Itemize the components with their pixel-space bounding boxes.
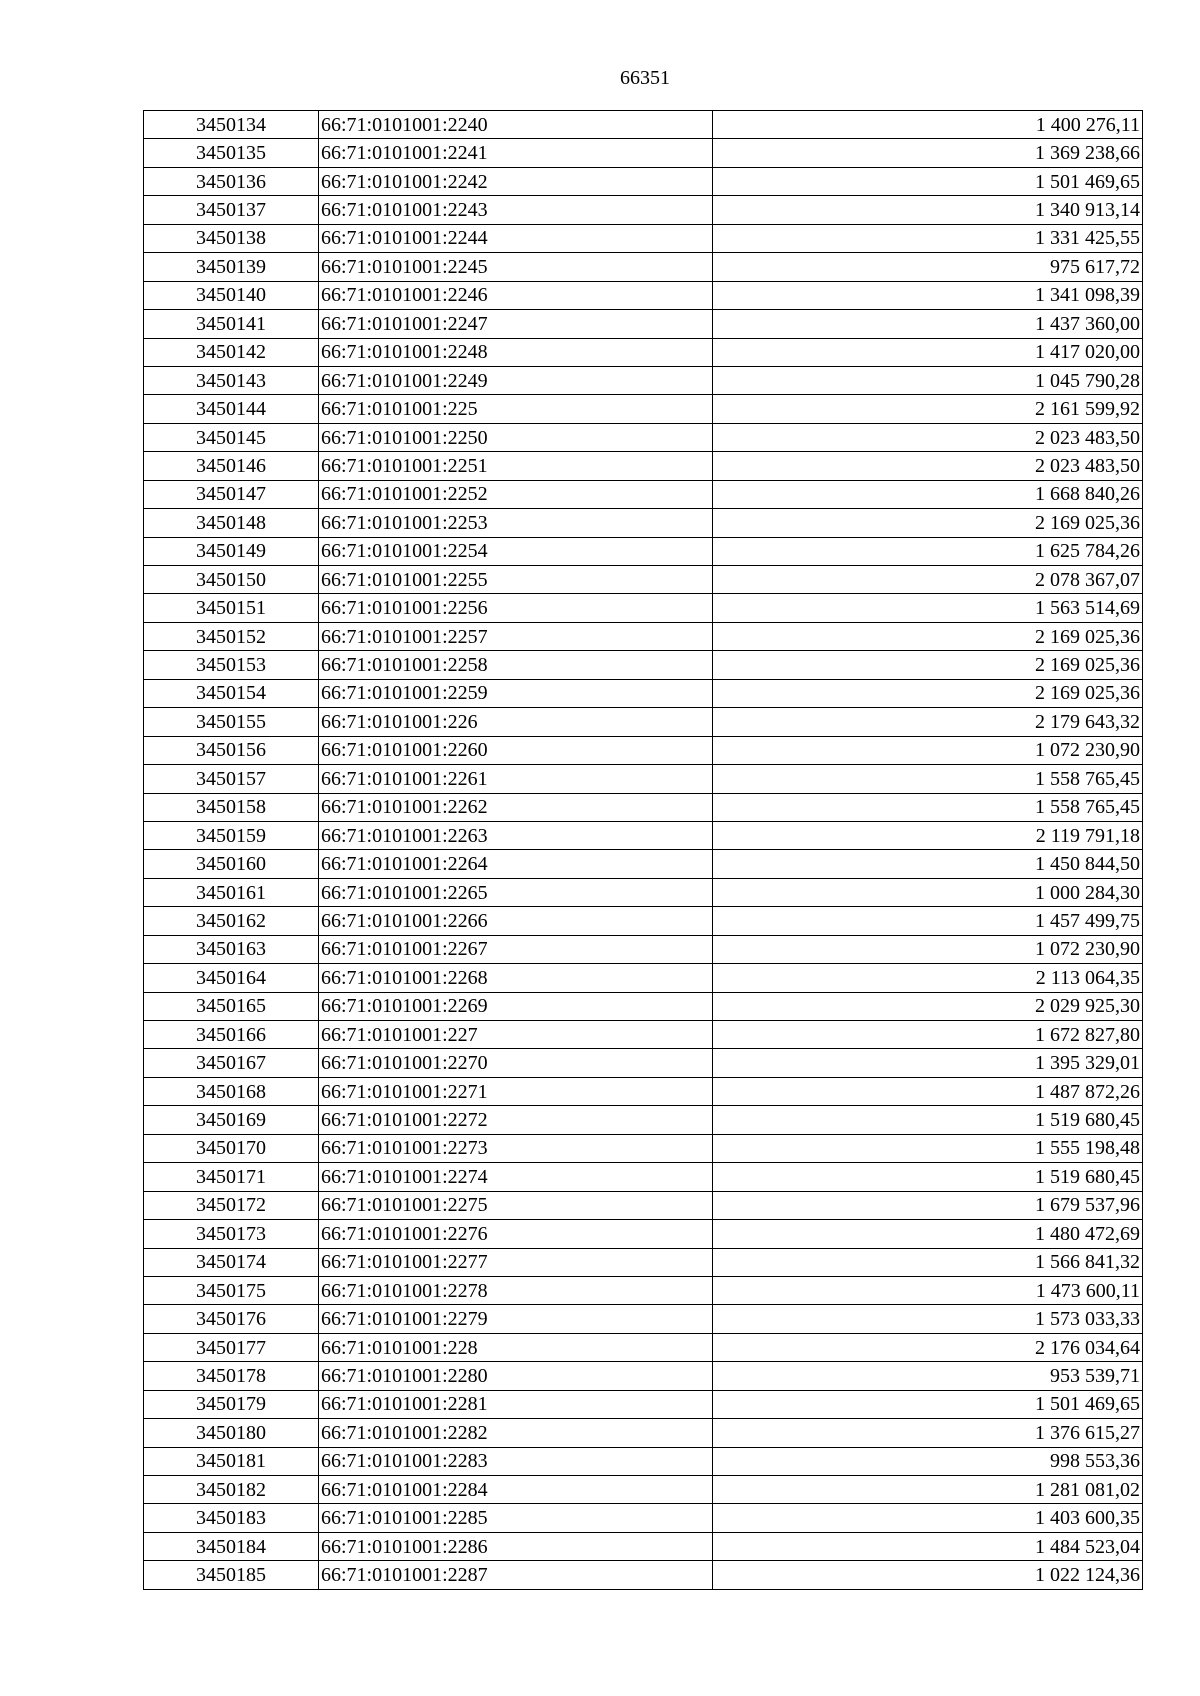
table-row	[144, 1248, 1143, 1276]
table-row	[144, 423, 1143, 451]
cadastral-number-cell: 66:71:0101001:2241	[319, 139, 713, 167]
object-code-cell: 3450159	[144, 821, 319, 849]
object-code-cell: 3450162	[144, 907, 319, 935]
object-code-cell: 3450142	[144, 338, 319, 366]
cadastral-number-cell: 66:71:0101001:2285	[319, 1504, 713, 1532]
cadastral-value-cell: 1 331 425,55	[713, 224, 1143, 252]
object-code-cell: 3450151	[144, 594, 319, 622]
cadastral-number-cell: 66:71:0101001:2249	[319, 366, 713, 394]
cadastral-value-cell: 998 553,36	[713, 1447, 1143, 1475]
object-code-cell: 3450148	[144, 509, 319, 537]
cadastral-number-cell: 66:71:0101001:2267	[319, 935, 713, 963]
cadastral-number-cell: 66:71:0101001:2263	[319, 821, 713, 849]
object-code-cell: 3450147	[144, 480, 319, 508]
table-row	[144, 1476, 1143, 1504]
cadastral-value-cell: 1 573 033,33	[713, 1305, 1143, 1333]
cadastral-number-cell: 66:71:0101001:2254	[319, 537, 713, 565]
table-row	[144, 935, 1143, 963]
cadastral-value-cell: 1 369 238,66	[713, 139, 1143, 167]
cadastral-number-cell: 66:71:0101001:2272	[319, 1106, 713, 1134]
object-code-cell: 3450179	[144, 1390, 319, 1418]
table-row	[144, 1163, 1143, 1191]
cadastral-number-cell: 66:71:0101001:225	[319, 395, 713, 423]
cadastral-value-cell: 2 161 599,92	[713, 395, 1143, 423]
cadastral-value-cell: 2 023 483,50	[713, 423, 1143, 451]
page-number: 66351	[620, 67, 670, 89]
cadastral-number-cell: 66:71:0101001:228	[319, 1333, 713, 1361]
cadastral-number-cell: 66:71:0101001:2248	[319, 338, 713, 366]
object-code-cell: 3450161	[144, 878, 319, 906]
cadastral-value-table	[143, 110, 1143, 1590]
object-code-cell: 3450152	[144, 622, 319, 650]
cadastral-value-cell: 1 473 600,11	[713, 1276, 1143, 1304]
object-code-cell: 3450178	[144, 1362, 319, 1390]
cadastral-number-cell: 66:71:0101001:2279	[319, 1305, 713, 1333]
cadastral-value-cell: 1 487 872,26	[713, 1077, 1143, 1105]
cadastral-value-cell: 1 403 600,35	[713, 1504, 1143, 1532]
cadastral-number-cell: 66:71:0101001:2245	[319, 253, 713, 281]
cadastral-number-cell: 66:71:0101001:2270	[319, 1049, 713, 1077]
cadastral-number-cell: 66:71:0101001:2276	[319, 1220, 713, 1248]
object-code-cell: 3450141	[144, 310, 319, 338]
table-row	[144, 878, 1143, 906]
cadastral-value-cell: 1 519 680,45	[713, 1106, 1143, 1134]
object-code-cell: 3450183	[144, 1504, 319, 1532]
object-code-cell: 3450185	[144, 1561, 319, 1589]
cadastral-value-cell: 2 179 643,32	[713, 708, 1143, 736]
object-code-cell: 3450180	[144, 1419, 319, 1447]
cadastral-value-cell: 1 000 284,30	[713, 878, 1143, 906]
cadastral-value-cell: 1 400 276,11	[713, 111, 1143, 139]
table-row	[144, 736, 1143, 764]
object-code-cell: 3450169	[144, 1106, 319, 1134]
table-row	[144, 480, 1143, 508]
object-code-cell: 3450156	[144, 736, 319, 764]
cadastral-value-cell: 2 113 064,35	[713, 964, 1143, 992]
cadastral-value-cell: 1 072 230,90	[713, 935, 1143, 963]
cadastral-number-cell: 66:71:0101001:2261	[319, 765, 713, 793]
object-code-cell: 3450154	[144, 679, 319, 707]
cadastral-number-cell: 66:71:0101001:2266	[319, 907, 713, 935]
object-code-cell: 3450140	[144, 281, 319, 309]
object-code-cell: 3450135	[144, 139, 319, 167]
cadastral-value-cell: 1 558 765,45	[713, 793, 1143, 821]
cadastral-number-cell: 66:71:0101001:2247	[319, 310, 713, 338]
cadastral-number-cell: 66:71:0101001:2255	[319, 566, 713, 594]
table-row	[144, 509, 1143, 537]
cadastral-value-cell: 1 625 784,26	[713, 537, 1143, 565]
cadastral-number-cell: 66:71:0101001:2280	[319, 1362, 713, 1390]
object-code-cell: 3450172	[144, 1191, 319, 1219]
cadastral-number-cell: 66:71:0101001:2259	[319, 679, 713, 707]
table-row	[144, 111, 1143, 139]
cadastral-value-cell: 1 484 523,04	[713, 1532, 1143, 1560]
cadastral-number-cell: 66:71:0101001:2244	[319, 224, 713, 252]
cadastral-number-cell: 66:71:0101001:2252	[319, 480, 713, 508]
table-row	[144, 1276, 1143, 1304]
cadastral-number-cell: 66:71:0101001:2286	[319, 1532, 713, 1560]
table-row	[144, 196, 1143, 224]
object-code-cell: 3450176	[144, 1305, 319, 1333]
table-row	[144, 139, 1143, 167]
object-code-cell: 3450165	[144, 992, 319, 1020]
cadastral-value-cell: 1 501 469,65	[713, 1390, 1143, 1418]
cadastral-value-cell: 1 563 514,69	[713, 594, 1143, 622]
cadastral-value-cell: 1 395 329,01	[713, 1049, 1143, 1077]
cadastral-value-cell: 953 539,71	[713, 1362, 1143, 1390]
object-code-cell: 3450143	[144, 366, 319, 394]
table-row	[144, 992, 1143, 1020]
object-code-cell: 3450149	[144, 537, 319, 565]
object-code-cell: 3450171	[144, 1163, 319, 1191]
table-row	[144, 395, 1143, 423]
table-row	[144, 281, 1143, 309]
table-row	[144, 1362, 1143, 1390]
table-row	[144, 850, 1143, 878]
table-row	[144, 622, 1143, 650]
table-row	[144, 1021, 1143, 1049]
cadastral-value-cell: 2 119 791,18	[713, 821, 1143, 849]
object-code-cell: 3450158	[144, 793, 319, 821]
cadastral-value-cell: 2 169 025,36	[713, 509, 1143, 537]
cadastral-value-cell: 1 555 198,48	[713, 1134, 1143, 1162]
object-code-cell: 3450155	[144, 708, 319, 736]
cadastral-value-cell: 2 176 034,64	[713, 1333, 1143, 1361]
table-row	[144, 907, 1143, 935]
object-code-cell: 3450175	[144, 1276, 319, 1304]
cadastral-value-cell: 1 450 844,50	[713, 850, 1143, 878]
object-code-cell: 3450182	[144, 1476, 319, 1504]
cadastral-number-cell: 66:71:0101001:2253	[319, 509, 713, 537]
cadastral-number-cell: 66:71:0101001:2258	[319, 651, 713, 679]
cadastral-value-cell: 2 169 025,36	[713, 651, 1143, 679]
object-code-cell: 3450145	[144, 423, 319, 451]
table-row	[144, 566, 1143, 594]
cadastral-number-cell: 66:71:0101001:2240	[319, 111, 713, 139]
object-code-cell: 3450166	[144, 1021, 319, 1049]
table-row	[144, 1390, 1143, 1418]
cadastral-value-cell: 1 519 680,45	[713, 1163, 1143, 1191]
cadastral-value-cell: 2 023 483,50	[713, 452, 1143, 480]
cadastral-value-cell: 2 169 025,36	[713, 622, 1143, 650]
cadastral-number-cell: 66:71:0101001:227	[319, 1021, 713, 1049]
table-row	[144, 338, 1143, 366]
cadastral-number-cell: 66:71:0101001:2264	[319, 850, 713, 878]
cadastral-number-cell: 66:71:0101001:2251	[319, 452, 713, 480]
table-row	[144, 537, 1143, 565]
table-row	[144, 1220, 1143, 1248]
table-row	[144, 1333, 1143, 1361]
object-code-cell: 3450139	[144, 253, 319, 281]
table-row	[144, 366, 1143, 394]
cadastral-value-cell: 1 668 840,26	[713, 480, 1143, 508]
table-row	[144, 1106, 1143, 1134]
object-code-cell: 3450144	[144, 395, 319, 423]
object-code-cell: 3450153	[144, 651, 319, 679]
object-code-cell: 3450167	[144, 1049, 319, 1077]
table-row	[144, 765, 1143, 793]
cadastral-value-cell: 1 501 469,65	[713, 167, 1143, 195]
cadastral-number-cell: 66:71:0101001:2269	[319, 992, 713, 1020]
cadastral-number-cell: 66:71:0101001:2274	[319, 1163, 713, 1191]
object-code-cell: 3450160	[144, 850, 319, 878]
table-row	[144, 821, 1143, 849]
table-row	[144, 1049, 1143, 1077]
table-row	[144, 708, 1143, 736]
cadastral-number-cell: 66:71:0101001:2257	[319, 622, 713, 650]
table-row	[144, 594, 1143, 622]
table-body	[144, 111, 1143, 1590]
cadastral-value-cell: 1 281 081,02	[713, 1476, 1143, 1504]
cadastral-number-cell: 66:71:0101001:2268	[319, 964, 713, 992]
table-row	[144, 253, 1143, 281]
table-row	[144, 679, 1143, 707]
cadastral-value-cell: 1 437 360,00	[713, 310, 1143, 338]
table-row	[144, 452, 1143, 480]
cadastral-value-cell: 1 340 913,14	[713, 196, 1143, 224]
cadastral-number-cell: 66:71:0101001:2278	[319, 1276, 713, 1304]
object-code-cell: 3450173	[144, 1220, 319, 1248]
table-row	[144, 1077, 1143, 1105]
cadastral-number-cell: 66:71:0101001:2281	[319, 1390, 713, 1418]
object-code-cell: 3450181	[144, 1447, 319, 1475]
cadastral-number-cell: 66:71:0101001:2242	[319, 167, 713, 195]
cadastral-value-cell: 1 072 230,90	[713, 736, 1143, 764]
table-row	[144, 1305, 1143, 1333]
object-code-cell: 3450146	[144, 452, 319, 480]
cadastral-value-cell: 1 045 790,28	[713, 366, 1143, 394]
table-row	[144, 1134, 1143, 1162]
cadastral-number-cell: 66:71:0101001:2262	[319, 793, 713, 821]
cadastral-number-cell: 66:71:0101001:226	[319, 708, 713, 736]
cadastral-number-cell: 66:71:0101001:2246	[319, 281, 713, 309]
cadastral-number-cell: 66:71:0101001:2287	[319, 1561, 713, 1589]
cadastral-value-cell: 1 566 841,32	[713, 1248, 1143, 1276]
table-row	[144, 224, 1143, 252]
cadastral-value-cell: 1 376 615,27	[713, 1419, 1143, 1447]
cadastral-number-cell: 66:71:0101001:2277	[319, 1248, 713, 1276]
cadastral-number-cell: 66:71:0101001:2282	[319, 1419, 713, 1447]
cadastral-value-cell: 2 078 367,07	[713, 566, 1143, 594]
cadastral-number-cell: 66:71:0101001:2284	[319, 1476, 713, 1504]
cadastral-value-cell: 1 480 472,69	[713, 1220, 1143, 1248]
object-code-cell: 3450164	[144, 964, 319, 992]
table-row	[144, 1191, 1143, 1219]
object-code-cell: 3450163	[144, 935, 319, 963]
cadastral-value-cell: 1 672 827,80	[713, 1021, 1143, 1049]
cadastral-number-cell: 66:71:0101001:2283	[319, 1447, 713, 1475]
object-code-cell: 3450134	[144, 111, 319, 139]
cadastral-value-cell: 975 617,72	[713, 253, 1143, 281]
table-row	[144, 1532, 1143, 1560]
object-code-cell: 3450170	[144, 1134, 319, 1162]
object-code-cell: 3450157	[144, 765, 319, 793]
cadastral-number-cell: 66:71:0101001:2265	[319, 878, 713, 906]
cadastral-value-cell: 2 029 925,30	[713, 992, 1143, 1020]
object-code-cell: 3450137	[144, 196, 319, 224]
table-row	[144, 1504, 1143, 1532]
table-row	[144, 964, 1143, 992]
table-row	[144, 651, 1143, 679]
object-code-cell: 3450177	[144, 1333, 319, 1361]
cadastral-number-cell: 66:71:0101001:2271	[319, 1077, 713, 1105]
cadastral-number-cell: 66:71:0101001:2273	[319, 1134, 713, 1162]
table-row	[144, 1447, 1143, 1475]
cadastral-value-cell: 1 558 765,45	[713, 765, 1143, 793]
table-row	[144, 310, 1143, 338]
cadastral-number-cell: 66:71:0101001:2250	[319, 423, 713, 451]
cadastral-number-cell: 66:71:0101001:2256	[319, 594, 713, 622]
cadastral-number-cell: 66:71:0101001:2243	[319, 196, 713, 224]
table-row	[144, 167, 1143, 195]
cadastral-value-cell: 1 679 537,96	[713, 1191, 1143, 1219]
object-code-cell: 3450136	[144, 167, 319, 195]
object-code-cell: 3450174	[144, 1248, 319, 1276]
cadastral-value-cell: 2 169 025,36	[713, 679, 1143, 707]
table-row	[144, 793, 1143, 821]
object-code-cell: 3450150	[144, 566, 319, 594]
object-code-cell: 3450138	[144, 224, 319, 252]
cadastral-value-cell: 1 457 499,75	[713, 907, 1143, 935]
table-row	[144, 1419, 1143, 1447]
object-code-cell: 3450184	[144, 1532, 319, 1560]
cadastral-value-cell: 1 341 098,39	[713, 281, 1143, 309]
cadastral-number-cell: 66:71:0101001:2275	[319, 1191, 713, 1219]
cadastral-number-cell: 66:71:0101001:2260	[319, 736, 713, 764]
table-row	[144, 1561, 1143, 1589]
object-code-cell: 3450168	[144, 1077, 319, 1105]
cadastral-value-cell: 1 417 020,00	[713, 338, 1143, 366]
cadastral-value-cell: 1 022 124,36	[713, 1561, 1143, 1589]
